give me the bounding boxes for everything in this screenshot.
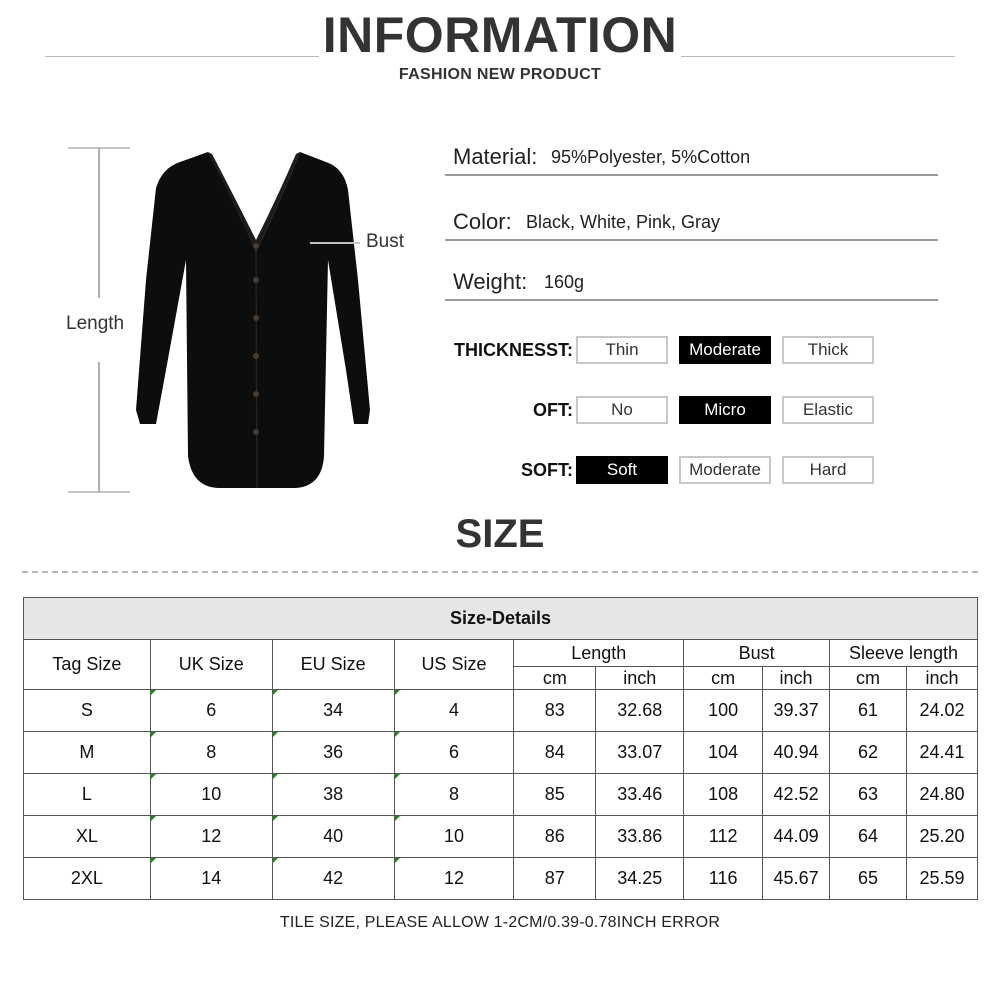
cell-bust-inch: 39.37: [763, 690, 830, 732]
cell-eu: 42: [272, 858, 394, 900]
cell-bust-inch: 44.09: [763, 816, 830, 858]
cell-eu: 36: [272, 732, 394, 774]
cell-length-inch: 33.07: [596, 732, 684, 774]
table-row: [24, 690, 978, 732]
cell-sleeve-cm: 64: [830, 816, 907, 858]
cell-bust-inch: 42.52: [763, 774, 830, 816]
material-key: Material:: [453, 144, 538, 169]
cell-sleeve-inch: 24.02: [906, 690, 977, 732]
col-bust-cm: cm: [684, 667, 763, 690]
cell-tag: XL: [24, 816, 151, 858]
table-row: [24, 816, 978, 858]
cell-sleeve-inch: 24.80: [906, 774, 977, 816]
stretch-label: OFT:: [533, 400, 573, 420]
cell-bust-cm: 116: [684, 858, 763, 900]
cell-tag: 2XL: [24, 858, 151, 900]
table-row: [24, 858, 978, 900]
col-length-cm: cm: [514, 667, 596, 690]
table-caption: Size-Details: [24, 598, 978, 640]
col-sleeve-inch: inch: [906, 667, 977, 690]
material-value: 95%Polyester, 5%Cotton: [551, 147, 751, 167]
col-sleeve-length: Sleeve length: [830, 640, 978, 667]
soft-label: SOFT:: [521, 460, 573, 480]
size-section-title: SIZE: [455, 512, 545, 556]
length-label: Length: [66, 313, 125, 334]
soft-option-soft: Soft: [576, 456, 668, 484]
weight-value: 160g: [544, 272, 585, 292]
bust-label: Bust: [366, 231, 405, 252]
cardigan-shape: [136, 152, 370, 488]
color-row: [445, 205, 938, 241]
cell-bust-cm: 112: [684, 816, 763, 858]
table-row: [24, 774, 978, 816]
cell-eu: 40: [272, 816, 394, 858]
thickness-label: THICKNESST:: [453, 340, 573, 360]
thickness-option-thin: Thin: [576, 336, 668, 364]
cell-sleeve-cm: 62: [830, 732, 907, 774]
color-key: Color:: [453, 209, 512, 234]
cell-uk: 8: [150, 732, 272, 774]
cell-tag: L: [24, 774, 151, 816]
page-title: [0, 6, 1000, 64]
cell-length-cm: 85: [514, 774, 596, 816]
cell-sleeve-inch: 25.20: [906, 816, 977, 858]
cell-us: 4: [394, 690, 514, 732]
cell-length-inch: 33.86: [596, 816, 684, 858]
col-bust-inch: inch: [763, 667, 830, 690]
cell-length-inch: 34.25: [596, 858, 684, 900]
cell-bust-inch: 40.94: [763, 732, 830, 774]
cell-eu: 38: [272, 774, 394, 816]
col-sleeve-cm: cm: [830, 667, 907, 690]
size-footnote: TILE SIZE, PLEASE ALLOW 1-2CM/0.39-0.78INCH ERROR: [279, 914, 721, 931]
col-us-size: US Size: [394, 640, 514, 690]
cell-length-cm: 86: [514, 816, 596, 858]
cell-us: 12: [394, 858, 514, 900]
page-subtitle: FASHION NEW PRODUCT: [398, 66, 602, 83]
cell-uk: 12: [150, 816, 272, 858]
col-tag-size: Tag Size: [24, 640, 151, 690]
cell-length-inch: 33.46: [596, 774, 684, 816]
cell-tag: S: [24, 690, 151, 732]
cell-sleeve-inch: 25.59: [906, 858, 977, 900]
thickness-option-moderate: Moderate: [679, 336, 771, 364]
weight-row: [445, 265, 938, 301]
cell-length-cm: 83: [514, 690, 596, 732]
material-row: [445, 140, 938, 176]
section-divider: [22, 571, 978, 573]
cell-uk: 10: [150, 774, 272, 816]
stretch-option-micro: Micro: [679, 396, 771, 424]
stretch-option-elastic: Elastic: [782, 396, 874, 424]
weight-key: Weight:: [453, 269, 528, 294]
cell-uk: 6: [150, 690, 272, 732]
cell-sleeve-cm: 65: [830, 858, 907, 900]
cell-bust-cm: 108: [684, 774, 763, 816]
thickness-option-thick: Thick: [782, 336, 874, 364]
cell-us: 6: [394, 732, 514, 774]
col-bust: Bust: [684, 640, 830, 667]
cell-sleeve-inch: 24.41: [906, 732, 977, 774]
cell-eu: 34: [272, 690, 394, 732]
cell-bust-cm: 100: [684, 690, 763, 732]
col-length: Length: [514, 640, 684, 667]
cell-sleeve-cm: 61: [830, 690, 907, 732]
col-eu-size: EU Size: [272, 640, 394, 690]
soft-option-hard: Hard: [782, 456, 874, 484]
size-table: [23, 597, 978, 900]
col-length-inch: inch: [596, 667, 684, 690]
cell-length-cm: 84: [514, 732, 596, 774]
stretch-option-no: No: [576, 396, 668, 424]
cell-uk: 14: [150, 858, 272, 900]
soft-option-moderate: Moderate: [679, 456, 771, 484]
cell-us: 8: [394, 774, 514, 816]
color-value: Black, White, Pink, Gray: [526, 212, 721, 232]
cell-length-cm: 87: [514, 858, 596, 900]
cell-bust-inch: 45.67: [763, 858, 830, 900]
cell-tag: M: [24, 732, 151, 774]
col-uk-size: UK Size: [150, 640, 272, 690]
cell-us: 10: [394, 816, 514, 858]
cell-length-inch: 32.68: [596, 690, 684, 732]
page-title-text: INFORMATION: [319, 7, 682, 63]
cell-sleeve-cm: 63: [830, 774, 907, 816]
table-row: [24, 732, 978, 774]
cell-bust-cm: 104: [684, 732, 763, 774]
